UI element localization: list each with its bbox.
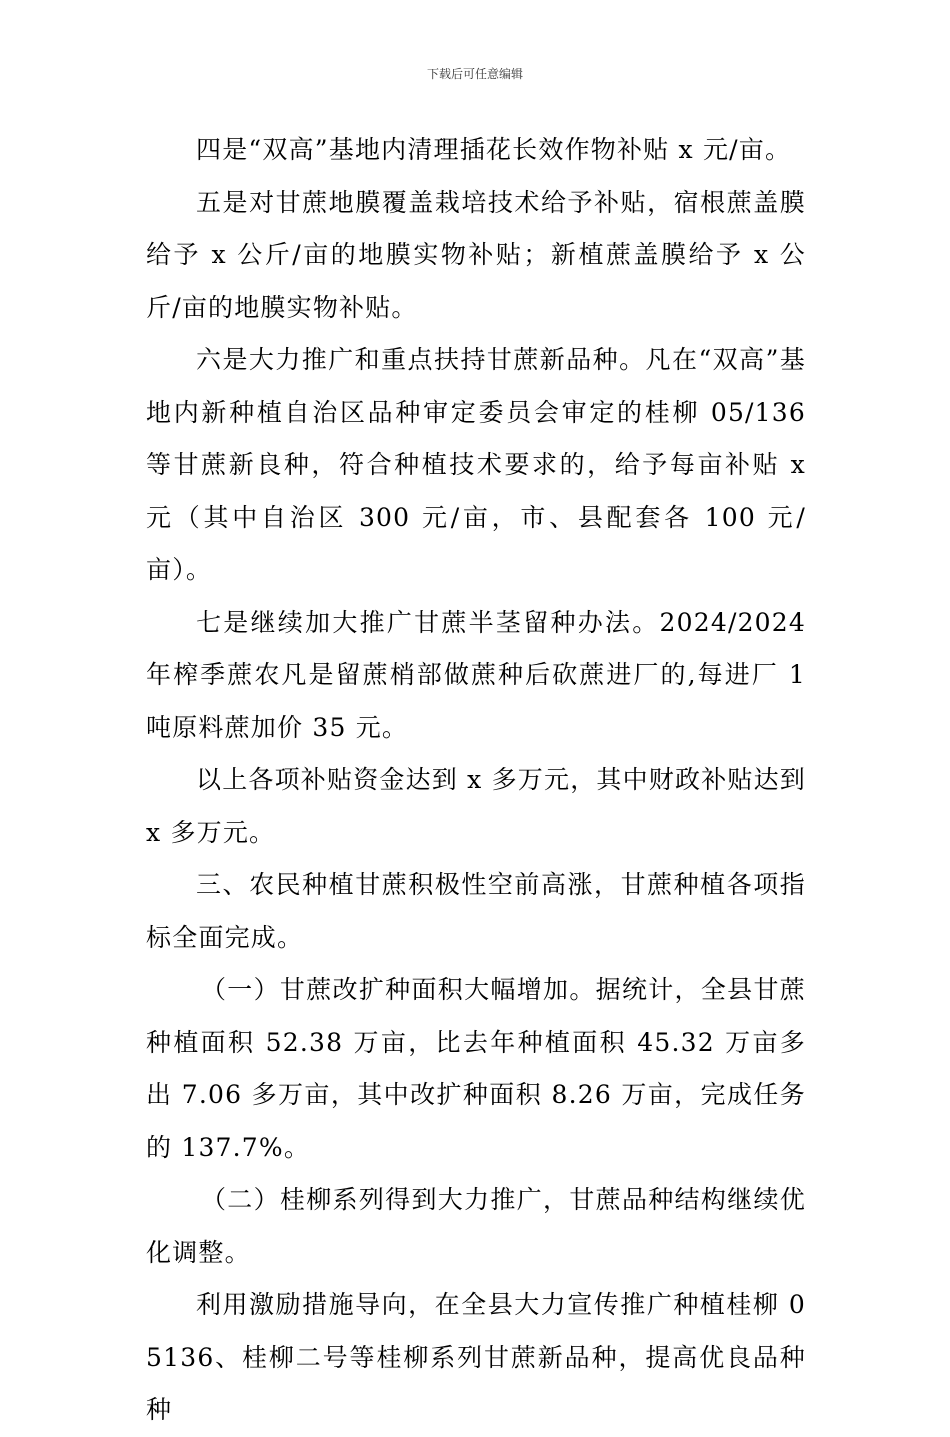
paragraph-promotion: 利用激励措施导向，在全县大力宣传推广种植桂柳 05136、桂柳二号等桂柳系列甘蔗新品种，提高优良品种种 [146, 1290, 806, 1424]
paragraph-subsidy-4: 四是“双高”基地内清理插花长效作物补贴 x 元/亩。 [196, 135, 792, 164]
paragraph-subsidy-5: 五是对甘蔗地膜覆盖栽培技术给予补贴，宿根蔗盖膜给予 x 公斤/亩的地膜实物补贴；新植蔗盖膜给予 x 公斤/亩的地膜实物补贴。 [146, 187, 806, 322]
section-heading-3: 三、农民种植甘蔗积极性空前高涨，甘蔗种植各项指标全面完成。 [146, 870, 806, 952]
paragraph-subsidy-7: 七是继续加大推广甘蔗半茎留种办法。2024/2024 年榨季蔗农凡是留蔗梢部做蔗种后砍蔗进厂的,每进厂 1 吨原料蔗加价 35 元。 [146, 607, 806, 742]
paragraph-subsidy-6: 六是大力推广和重点扶持甘蔗新品种。凡在“双高”基地内新种植自治区品种审定委员会审定的桂柳 05/136 等甘蔗新良种，符合种植技术要求的，给予每亩补贴 x 元（其中自治区 300 元/亩，市、县配套各 100 元/亩）。 [146, 345, 806, 584]
paragraph-subsidy-total: 以上各项补贴资金达到 x 多万元，其中财政补贴达到 x 多万元。 [146, 765, 806, 847]
subsection-1: （一）甘蔗改扩种面积大幅增加。据统计，全县甘蔗种植面积 52.38 万亩，比去年种植面积 45.32 万亩多出 7.06 多万亩，其中改扩种面积 8.26 万亩，完成任务的 137.7%。 [146, 975, 806, 1162]
subsection-2: （二）桂柳系列得到大力推广，甘蔗品种结构继续优化调整。 [146, 1185, 806, 1267]
page-header-note: 下载后可任意编辑 [426, 67, 523, 81]
document-body [146, 124, 806, 1437]
